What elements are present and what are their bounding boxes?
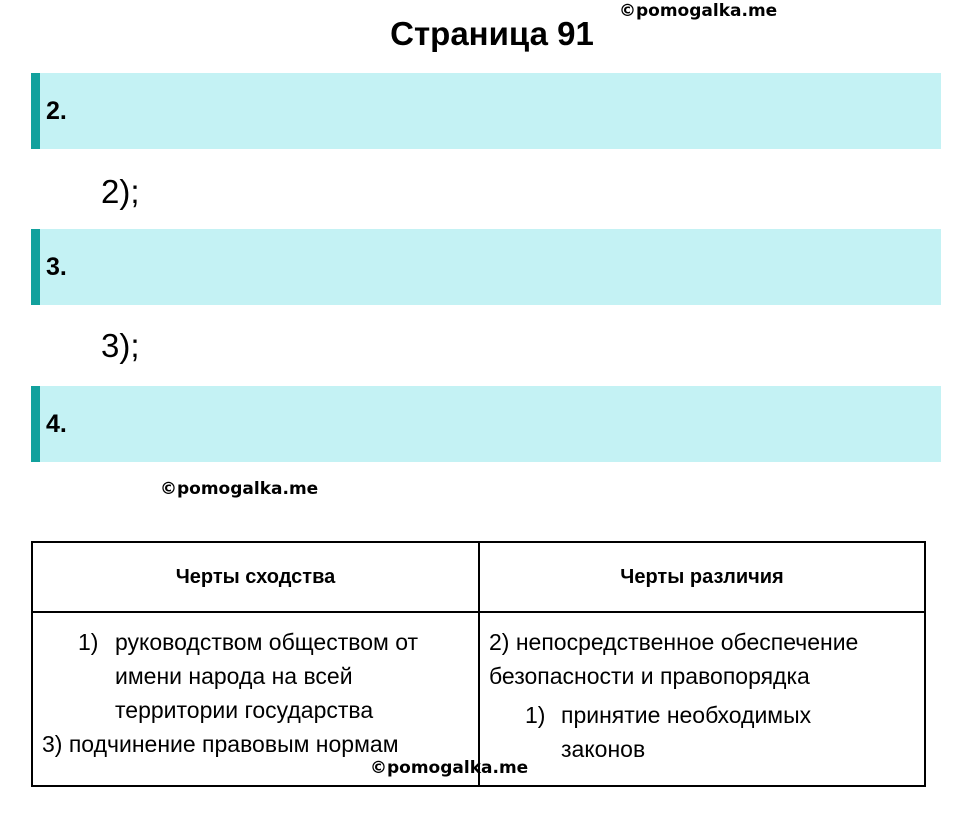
list-item bbox=[33, 625, 478, 727]
item-line: руководством обществом от bbox=[115, 629, 419, 655]
task-header-2 bbox=[31, 73, 941, 149]
task-number: 3. bbox=[46, 253, 67, 281]
task-number: 4. bbox=[46, 410, 67, 438]
item-line: территории государства bbox=[115, 697, 374, 723]
watermark-top: ©pomogalka.me bbox=[619, 1, 778, 21]
task-answer-3: 3); bbox=[101, 327, 140, 364]
cell-differences bbox=[479, 612, 925, 786]
item-number: 1) bbox=[78, 629, 99, 655]
watermark-bottom: ©pomogalka.me bbox=[370, 758, 529, 778]
item-line: 2) непосредственное обеспечение bbox=[489, 629, 859, 655]
comparison-table bbox=[31, 541, 926, 787]
item-number: 1) bbox=[525, 702, 546, 728]
watermark-middle: ©pomogalka.me bbox=[160, 479, 319, 499]
table-header-row bbox=[32, 542, 925, 612]
item-line: безопасности и правопорядка bbox=[489, 663, 810, 689]
task-header-4 bbox=[31, 386, 941, 462]
item-line: имени народа на всей bbox=[115, 663, 353, 689]
column-header-differences: Черты различия bbox=[479, 542, 925, 612]
task-number: 2. bbox=[46, 97, 67, 125]
item-line: принятие необходимых bbox=[561, 702, 812, 728]
column-header-similarities: Черты сходства bbox=[32, 542, 479, 612]
task-answer-2: 2); bbox=[101, 173, 140, 210]
list-item: 3) подчинение правовым нормам bbox=[42, 731, 399, 757]
page-title: Страница 91 bbox=[390, 15, 594, 52]
item-line: законов bbox=[561, 736, 646, 762]
task-header-3 bbox=[31, 229, 941, 305]
list-item bbox=[489, 698, 924, 766]
